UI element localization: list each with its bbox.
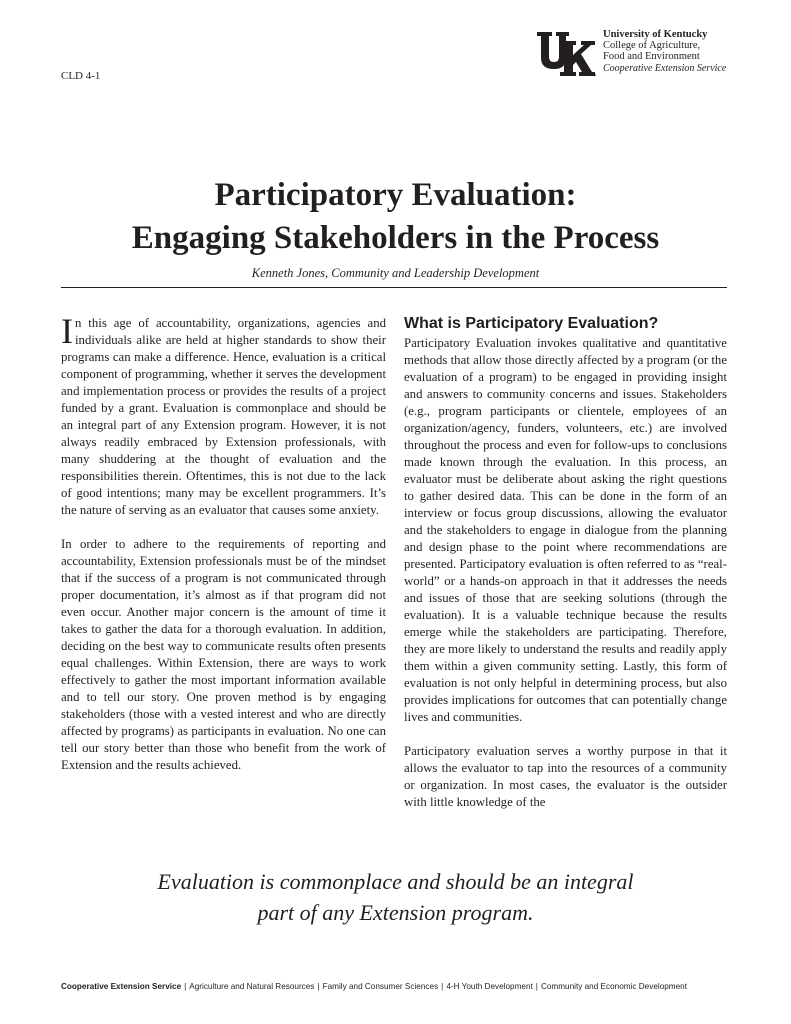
body-paragraph: Participatory evaluation serves a worthy purpose in that it allows the evaluator to tap into the resources of a community or organization. In most cases, the evaluator is the outsider with little knowledge of the [404, 744, 727, 809]
body-paragraph: Participatory Evaluation invokes qualitative and quantitative methods that allow those directly affected by a program (or the evaluation of a program) to be engaged in providing insight and answers to community concerns and issues. Stakeholders (e.g., program participants or clientele, employees of an organization/agency, funders, volunteers, etc.) are involved throughout the process and even for follow-ups to conclusions made known through the evaluation. In this process, an evaluator must be deliberate about asking the right questions to gather desired data. This can be done in the form of an interview or focus group discussions, allowing the evaluator and the stakeholders to engage in dialogue from the planning and design phase to the point where recommendations are presented. Participatory evaluation is often referred to as “real-world” or a hands-on approach in that it addresses the needs and issues of those that are seeking solutions (through the evaluation). It is a valuable technique because the results emerge while the stakeholders are participating. Therefore, they are more likely to understand the results and readily apply them within a given community setting. Lastly, this form of evaluation is not only helpful in determining process, but also provides implications for outcomes that can potentially change lives and communities. [404, 336, 727, 724]
university-name: University of Kentucky [603, 29, 708, 40]
drop-cap: I [61, 311, 73, 351]
footer-program: Community and Economic Development [540, 982, 688, 991]
body-paragraph: In order to adhere to the requirements of reporting and accountability, Extension professionals must be of the mindset that if the success of a program is not communicated through proper documentation, it’s almost as if that program did not even occur. Another major concern is the amount of time it takes to gather the data for a thorough evaluation. In addition, deciding on the best way to communicate results often presents equal challenges. Within Extension, there are ways to work effectively to gather the most important information available and to tell our story. One proven method is by engaging stakeholders (those with a vested interest and who are directly affected by programs) as participants in evaluation. No one can tell our story better than those who benefit from the work of Extension and the results achieved. [61, 537, 386, 772]
footer-program: Family and Consumer Sciences [322, 982, 439, 991]
page-title [0, 174, 791, 260]
organization-block [603, 29, 726, 74]
title-divider [61, 287, 727, 288]
footer-program: 4-H Youth Development [446, 982, 533, 991]
left-column [61, 311, 386, 791]
intro-paragraph [61, 311, 386, 519]
pull-quote-line-2: part of any Extension program. [257, 900, 534, 925]
college-name-line1: College of Agriculture, [603, 40, 701, 51]
pull-quote [0, 866, 791, 928]
footer-service: Cooperative Extension Service [61, 982, 182, 991]
footer-separator: | [317, 982, 320, 991]
author-byline: Kenneth Jones, Community and Leadership Development [251, 266, 540, 280]
pull-quote-line-1: Evaluation is commonplace and should be an integral [157, 869, 634, 894]
footer-separator: | [441, 982, 444, 991]
college-name-line2: Food and Environment [603, 51, 700, 62]
uk-logo [536, 31, 596, 77]
footer [61, 982, 741, 991]
footer-separator: | [535, 982, 538, 991]
footer-program: Agriculture and Natural Resources [189, 982, 315, 991]
extension-service-name: Cooperative Extension Service [603, 63, 727, 74]
right-column [404, 315, 727, 837]
footer-separator: | [184, 982, 187, 991]
intro-paragraph-text: n this age of accountability, organizations, agencies and individuals alike are held at higher standards to show their programs can make a difference. Hence, evaluation is a critical component of programming, whether it serves the development and implementation process or provides the results of a project funded by a grant. Evaluation is commonplace and should be an integral part of any Extension program. However, it is not always readily embraced by Extension professionals, with many shuddering at the thought of evaluation and the responsibilities therein. Oftentimes, this is not due to the lack of good intentions; many may be excellent programmers. It’s the nature of serving as an evaluator that causes some anxiety. [61, 316, 386, 517]
document-id: CLD 4-1 [61, 70, 101, 82]
title-line-1: Participatory Evaluation: [214, 177, 577, 213]
title-line-2: Engaging Stakeholders in the Process [131, 220, 660, 256]
section-heading: What is Participatory Evaluation? [404, 315, 659, 332]
